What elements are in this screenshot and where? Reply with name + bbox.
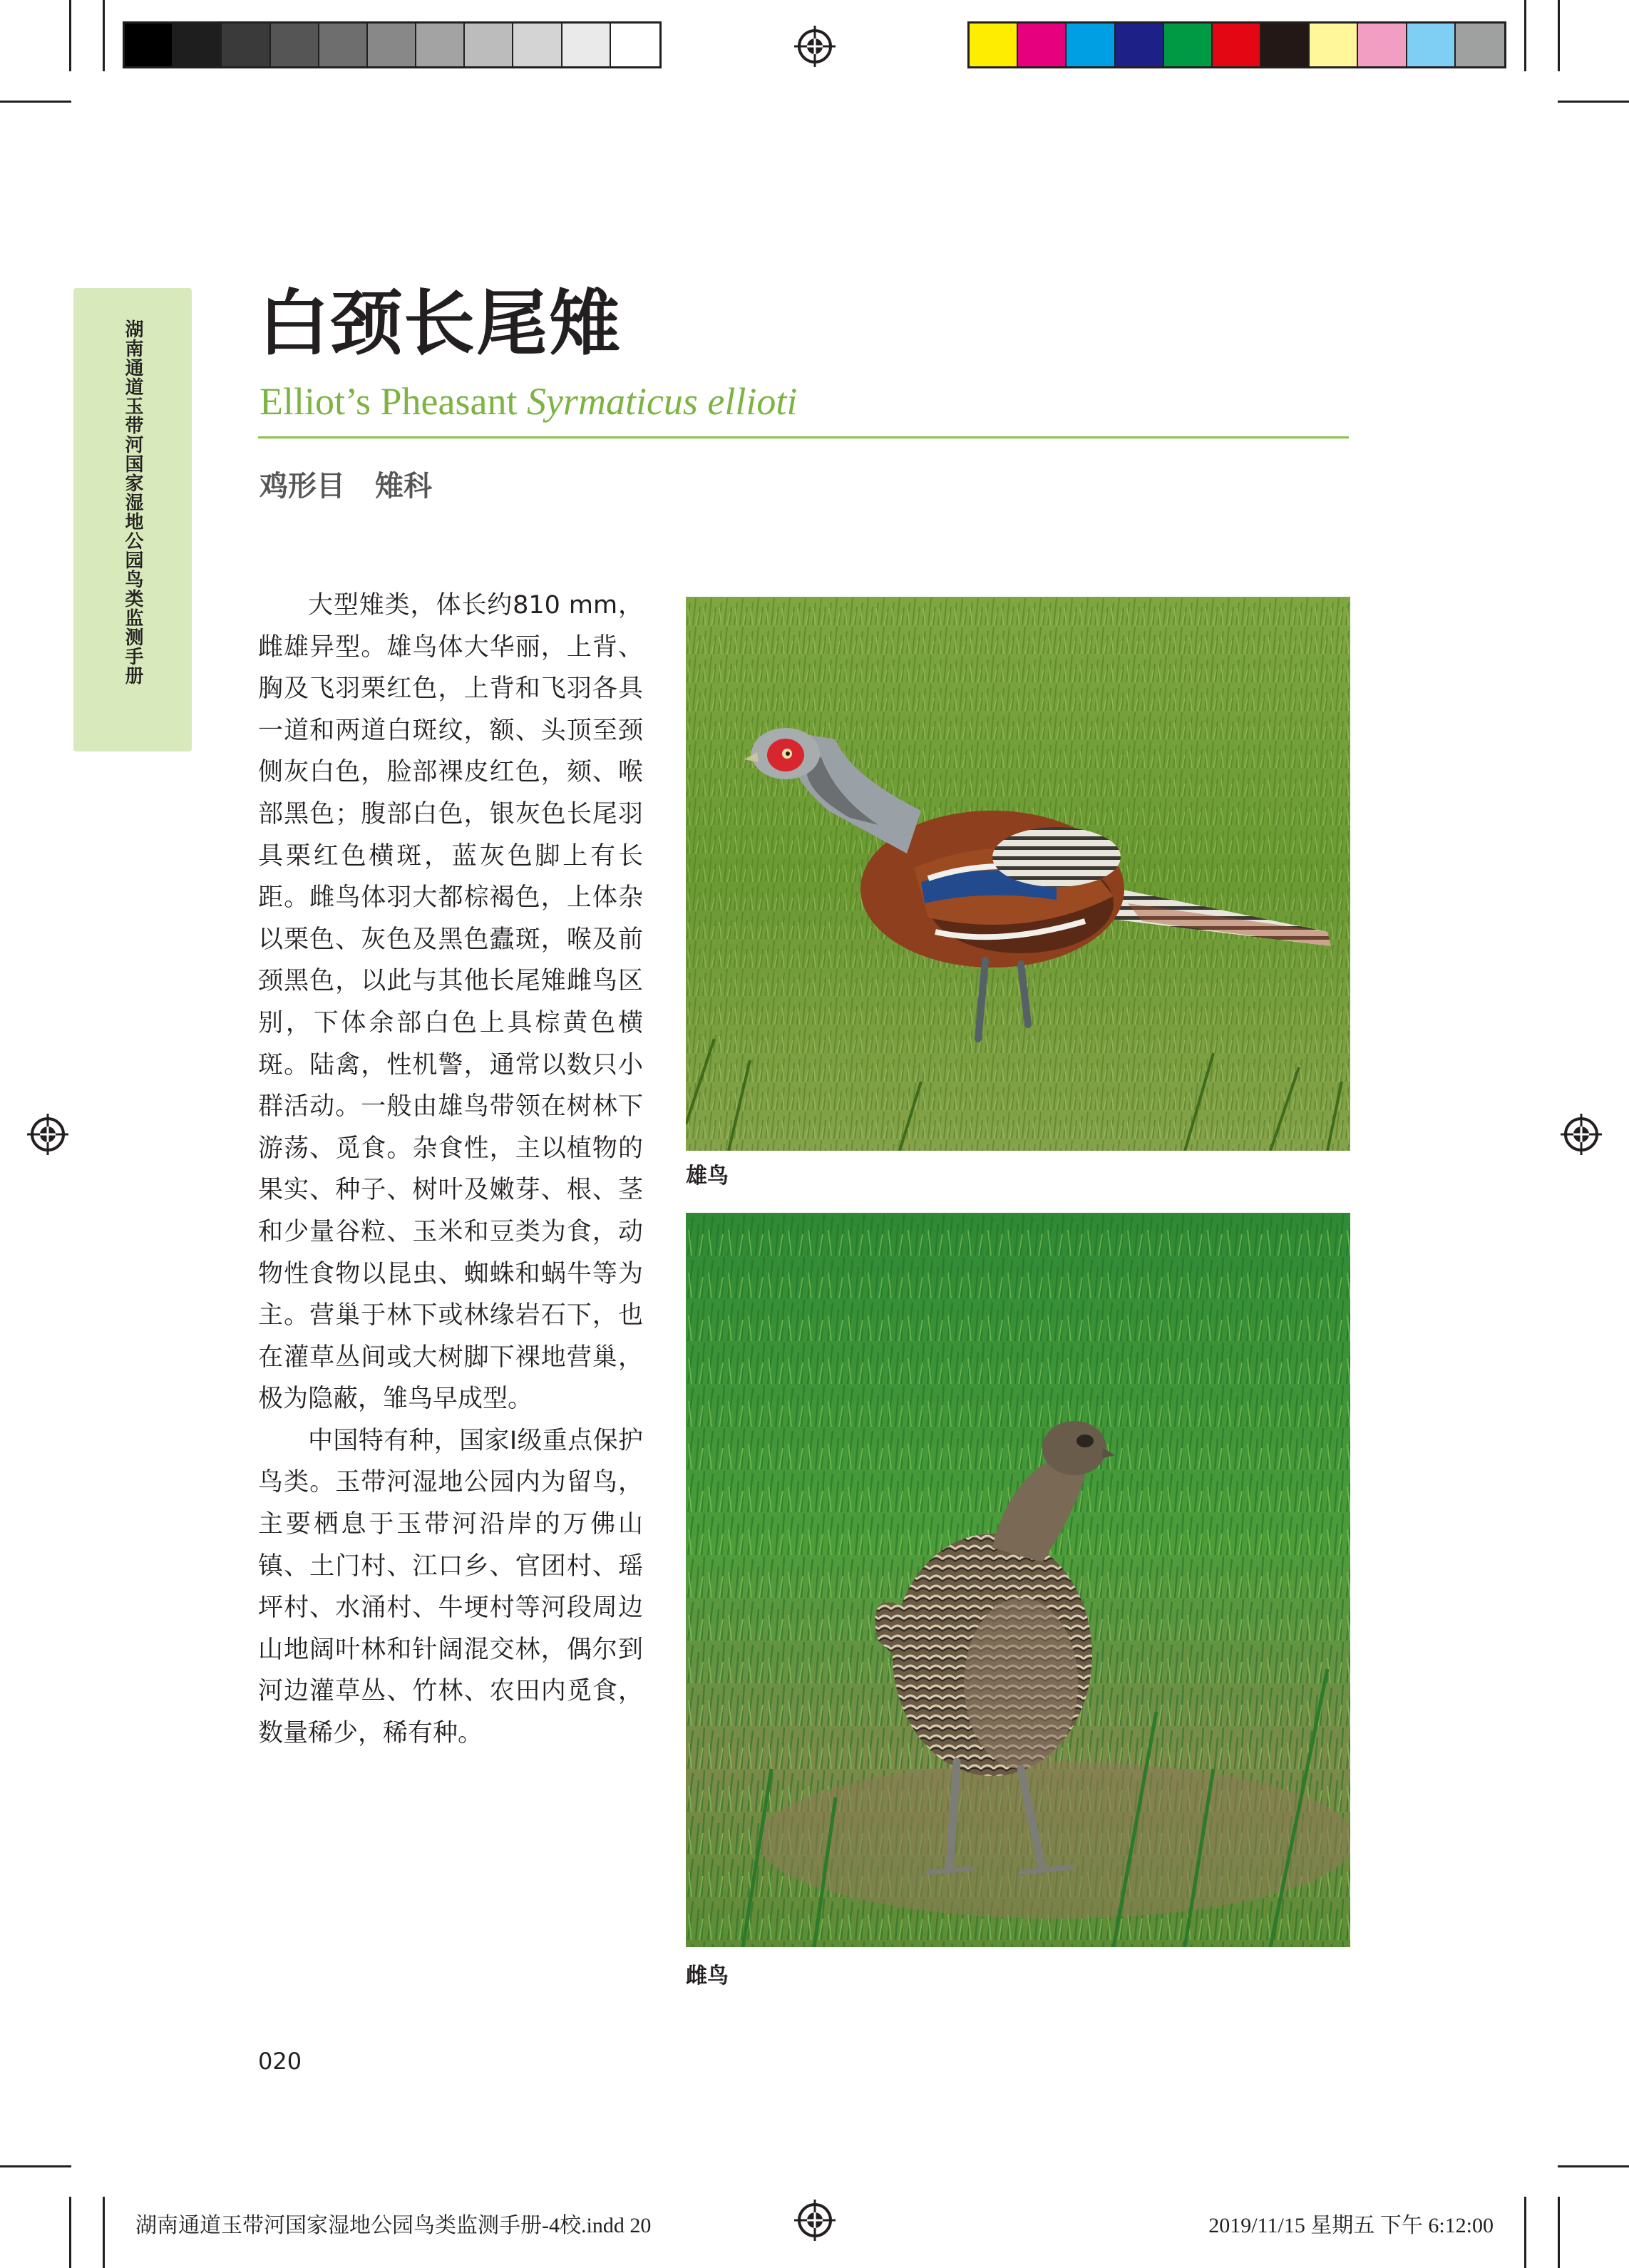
species-title-chinese: 白颈长尾雉: [258, 281, 622, 365]
slug-filename: 湖南通道玉带河国家湿地公园鸟类监测手册-4校.indd 20: [135, 2214, 652, 2237]
scientific-name: Syrmaticus ellioti: [526, 380, 798, 423]
process-color-swatch: [1067, 24, 1115, 66]
registration-mark-left: [27, 1114, 68, 1155]
grayscale-swatch: [562, 24, 611, 66]
species-title-english: [259, 382, 797, 421]
grayscale-swatch: [319, 24, 368, 66]
female-photo-caption: 雌鸟: [686, 1964, 729, 1989]
registration-mark-top: [794, 26, 836, 67]
grayscale-swatch: [611, 24, 659, 66]
side-tab: [73, 288, 192, 751]
species-description: [258, 585, 643, 1755]
process-color-swatch: [1310, 24, 1358, 66]
process-color-bar: [967, 21, 1506, 68]
grayscale-swatch: [368, 24, 416, 66]
grayscale-color-bar: [123, 21, 662, 68]
process-color-swatch: [970, 24, 1018, 66]
grayscale-swatch: [513, 24, 562, 66]
male-pheasant-photo: [686, 597, 1350, 1151]
female-pheasant-photo: [686, 1213, 1350, 1947]
process-color-swatch: [1213, 24, 1261, 66]
process-color-swatch: [1407, 24, 1456, 66]
family-name: 雉科: [375, 470, 432, 503]
side-tab-title: 湖南通道玉带河国家湿地公园鸟类监测手册: [122, 319, 143, 685]
status-paragraph: 中国特有种，国家Ⅰ级重点保护鸟类。玉带河湿地公园内为留鸟，主要栖息于玉带河沿岸的万佛山镇、土门村、江口乡、官团村、瑶坪村、水涌村、牛埂村等河段周边山地阔叶林和针阔混交林，偶尔到河边灌草丛、竹林、农田内觅食，数量稀少，稀有种。: [258, 1426, 643, 1748]
common-name: Elliot’s Pheasant: [259, 380, 518, 423]
process-color-swatch: [1164, 24, 1213, 66]
page-number: 020: [258, 2048, 302, 2075]
title-rule: [258, 436, 1349, 438]
process-color-swatch: [1456, 24, 1504, 66]
grayscale-swatch: [173, 24, 222, 66]
process-color-swatch: [1358, 24, 1407, 66]
description-paragraph: 大型雉类，体长约810 mm，雌雄异型。雄鸟体大华丽，上背、胸及飞羽栗红色，上背和飞羽各具一道和两道白斑纹，额、头顶至颈侧灰白色，脸部裸皮红色，颏、喉部黑色；腹部白色，银灰色长尾羽具栗红色横斑，蓝灰色脚上有长距。雌鸟体羽大都棕褐色，上体杂以栗色、灰色及黑色蠹斑，喉及前颈黑色，以此与其他长尾雉雌鸟区别，下体余部白色上具棕黄色横斑。陆禽，性机警，通常以数只小群活动。一般由雄鸟带领在树林下游荡、觅食。杂食性，主以植物的果实、种子、树叶及嫩芽、根、茎和少量谷粒、玉米和豆类为食，动物性食物以昆虫、蜘蛛和蜗牛等为主。营巢于林下或林缘岩石下，也在灌草丛间或大树脚下裸地营巢，极为隐蔽，雏鸟早成型。: [258, 591, 643, 1414]
process-color-swatch: [1116, 24, 1164, 66]
order-name: 鸡形目: [259, 470, 345, 503]
grayscale-swatch: [416, 24, 465, 66]
process-color-swatch: [1018, 24, 1067, 66]
registration-mark-right: [1561, 1114, 1602, 1155]
registration-mark-bottom: [794, 2200, 836, 2241]
male-photo-caption: 雄鸟: [686, 1164, 729, 1189]
grayscale-swatch: [465, 24, 513, 66]
grayscale-swatch: [222, 24, 270, 66]
grayscale-swatch: [125, 24, 173, 66]
taxonomy-line: [259, 463, 432, 504]
grayscale-swatch: [271, 24, 319, 66]
process-color-swatch: [1261, 24, 1310, 66]
slug-timestamp: 2019/11/15 星期五 下午 6:12:00: [1208, 2214, 1494, 2237]
